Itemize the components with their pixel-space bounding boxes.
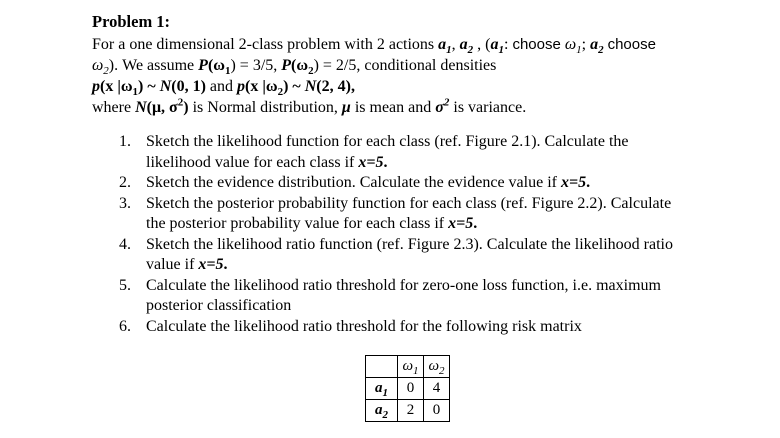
risk-matrix-corner xyxy=(366,356,398,378)
risk-row-header-a2: $a_2$ xyxy=(366,400,398,422)
task-item-6: 6. Calculate the likelihood ratio threshold for the following risk matrix xyxy=(119,317,582,335)
prior-p2: P xyxy=(281,57,292,74)
omega1-symbol: $\omega_1$ xyxy=(564,36,582,57)
risk-matrix-row-a2 xyxy=(366,400,450,422)
risk-cell: 2 xyxy=(398,400,424,422)
risk-matrix-header-row xyxy=(366,356,450,378)
prior-p1: P xyxy=(198,57,208,74)
risk-col-header-omega1: $\omega_1$ xyxy=(398,356,424,378)
intro-line-3: p(x $|\omega_1$) ~ N(0, 1) and p(x $|\omega_2$) ~ N(2, 4), xyxy=(92,78,355,99)
task-item-2: 2. Sketch the evidence distribution. Calculate the evidence value if x=5. xyxy=(119,174,591,191)
task-item-4: 4. Sketch the likelihood ratio function (ref. Figure 2.3). Calculate the likelihood ratio value if x=5. xyxy=(119,235,673,273)
problem-title: Problem 1: xyxy=(92,12,171,31)
intro-line-2: $\omega_2$). We assume $P(\omega_1) = 3/5$, $P(\omega_2) = 2/5$, conditional densities xyxy=(92,57,497,78)
action-a2-ref: $a_2$ xyxy=(590,36,604,57)
intro-line-4: where N(μ, $\sigma^2$) is Normal distribution, μ is mean and $\sigma^2$ is variance. xyxy=(92,96,527,116)
risk-row-header-a1: $a_1$ xyxy=(366,378,398,400)
choose-text: choose xyxy=(512,36,561,53)
omega2-symbol: $\omega_2$ xyxy=(92,57,109,78)
task-item-3: 3. Sketch the posterior probability function for each class (ref. Figure 2.2). Calculate the posterior probability value for each class if x=5. xyxy=(119,194,672,232)
risk-cell: 0 xyxy=(398,378,424,400)
task-item-5: 5. Calculate the likelihood ratio threshold for zero-one loss function, i.e. maximum posterior classification xyxy=(119,276,661,314)
risk-matrix-table xyxy=(365,355,450,422)
choose-text-2: choose xyxy=(607,36,656,53)
intro-line-1: For a one dimensional 2-class problem with 2 actions $a_1$, $a_2$ , ($a_1$: choose $\omega_1$; $a_2$ choose xyxy=(92,36,656,57)
risk-cell: 4 xyxy=(424,378,450,400)
task-list xyxy=(119,132,739,337)
risk-cell: 0 xyxy=(424,400,450,422)
problem-document xyxy=(92,11,762,337)
risk-matrix-row-a1 xyxy=(366,378,450,400)
action-a1: $a_1$ xyxy=(438,36,452,57)
action-a1-ref: $a_1$ xyxy=(490,36,504,57)
risk-col-header-omega2: $\omega_2$ xyxy=(424,356,450,378)
task-item-1: 1. Sketch the likelihood function for each class (ref. Figure 2.1). Calculate the likelihood value for each class if x=5. xyxy=(119,133,629,171)
intro-text: For a one dimensional 2-class problem with 2 actions xyxy=(92,36,439,53)
action-a2: $a_2$ xyxy=(459,36,474,57)
